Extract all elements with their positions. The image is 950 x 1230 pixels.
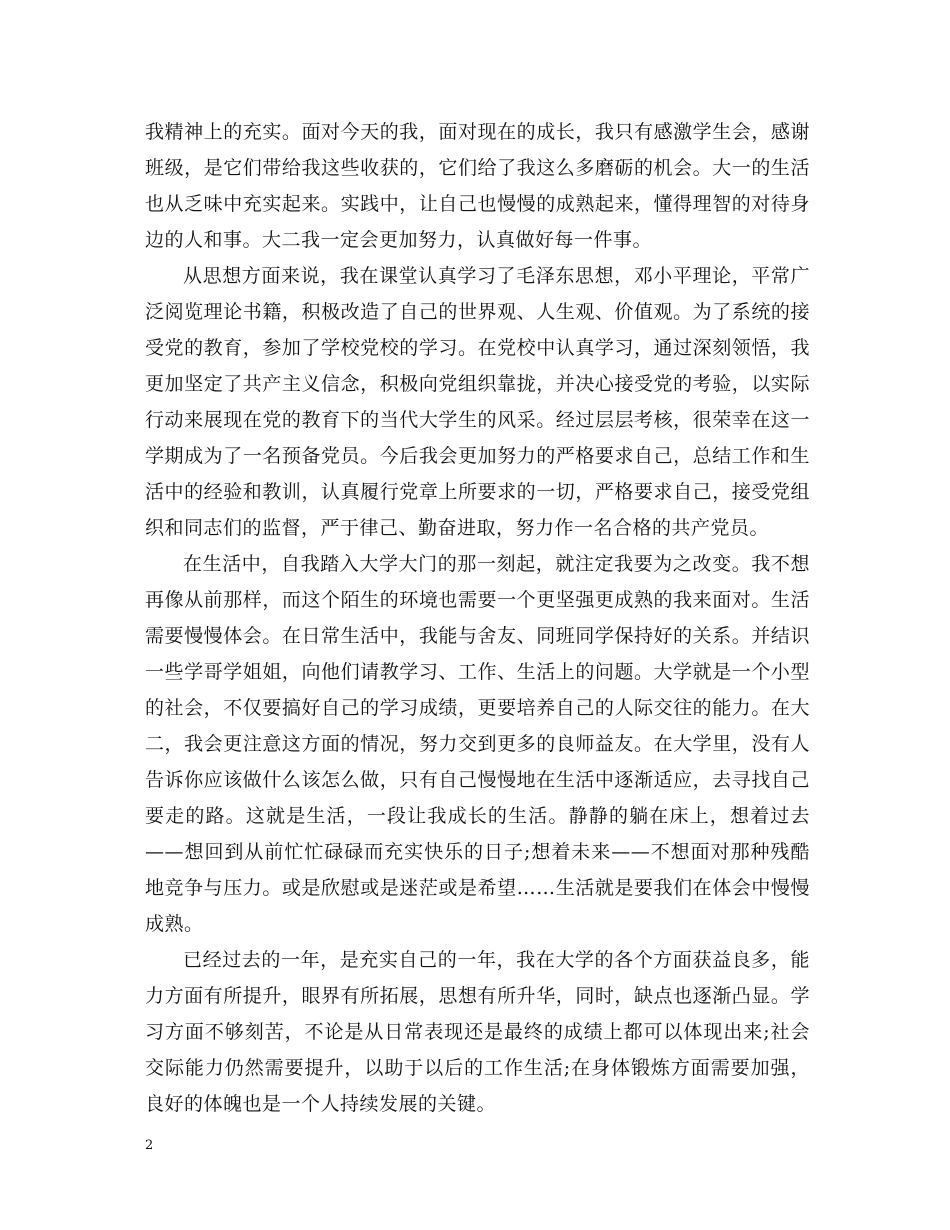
paragraph-4 <box>145 942 810 1122</box>
paragraph-2 <box>145 258 810 546</box>
line: 是一个人持续发展的关键。 <box>262 1093 497 1115</box>
line: 方面有所提升，眼界有所拓展，思想有所升华，同时，缺点也逐渐凸显。学习方 <box>145 985 810 1043</box>
line: 乏味中充实起来。实践中，让自己也慢慢的成熟起来，懂得理智的对待身边的人 <box>145 193 810 251</box>
paragraph-1 <box>145 114 810 258</box>
line: 阅览理论书籍，积极改造了自己的世界观、人生观、价值观。为了系统的接受党 <box>145 301 810 359</box>
line: 级，是它们带给我这些收获的，它们给了我这么多磨砺的机会。大一的生活也从 <box>145 157 810 215</box>
line: 从思想方面来说，我在课堂认真学习了毛泽东思想，邓小平理论，平常广泛 <box>145 265 810 323</box>
line: 仍然需要提升，以助于以后的工作生活;在身体锻炼方面需要加强，良好的体魄也 <box>145 1057 810 1115</box>
body-text <box>145 114 810 1122</box>
line: 定了共产主义信念，积极向党组织靠拢，并决心接受党的考验，以实际行动来展 <box>145 373 810 431</box>
line: 碌碌而充实快乐的日子;想着未来——不想面对那种残酷地竞争与压力。或是欣慰 <box>145 841 810 899</box>
paragraph-3 <box>145 546 810 942</box>
line: 在生活中，自我踏入大学大门的那一刻起，就注定我要为之改变。我不想再 <box>145 553 810 611</box>
line: 像从前那样，而这个陌生的环境也需要一个更坚强更成熟的我来面对。生活需要 <box>145 589 810 647</box>
line: 注意这方面的情况，努力交到更多的良师益友。在大学里，没有人告诉你应该做 <box>145 733 810 791</box>
line: 一名预备党员。今后我会更加努力的严格要求自己，总结工作和生活中的经验和 <box>145 445 810 503</box>
line: 是生活，一段让我成长的生活。静静的躺在床上，想着过去——想回到从前忙忙 <box>145 805 810 863</box>
line: 已经过去的一年，是充实自己的一年，我在大学的各个方面获益良多，能力 <box>145 949 810 1007</box>
line: 或是迷茫或是希望……生活就是要我们在体会中慢慢成熟。 <box>145 877 810 935</box>
line: 慢慢体会。在日常生活中，我能与舍友、同班同学保持好的关系。并结识一些学 <box>145 625 810 683</box>
line: 不仅要搞好自己的学习成绩，更要培养自己的人际交往的能力。在大二，我会更 <box>145 697 810 755</box>
line: 我精神上的充实。面对今天的我，面对现在的成长，我只有感激学生会，感谢班 <box>145 121 810 179</box>
line: 和事。大二我一定会更加努力，认真做好每一件事。 <box>203 229 653 251</box>
line: 哥学姐姐，向他们请教学习、工作、生活上的问题。大学就是一个小型的社会， <box>145 661 810 719</box>
line: 现在党的教育下的当代大学生的风采。经过层层考核，很荣幸在这一学期成为了 <box>145 409 810 467</box>
line: 督，严于律己、勤奋进取，努力作一名合格的共产党员。 <box>281 517 770 539</box>
line: 的教育，参加了学校党校的学习。在党校中认真学习，通过深刻领悟，我更加坚 <box>145 337 810 395</box>
line: 教训，认真履行党章上所要求的一切，严格要求自己，接受党组织和同志们的监 <box>145 481 810 539</box>
page-number: 2 <box>145 1138 154 1153</box>
line: 什么该怎么做，只有自己慢慢地在生活中逐渐适应，去寻找自己要走的路。这就 <box>145 769 810 827</box>
line: 面不够刻苦，不论是从日常表现还是最终的成绩上都可以体现出来;社会交际能力 <box>145 1021 810 1079</box>
